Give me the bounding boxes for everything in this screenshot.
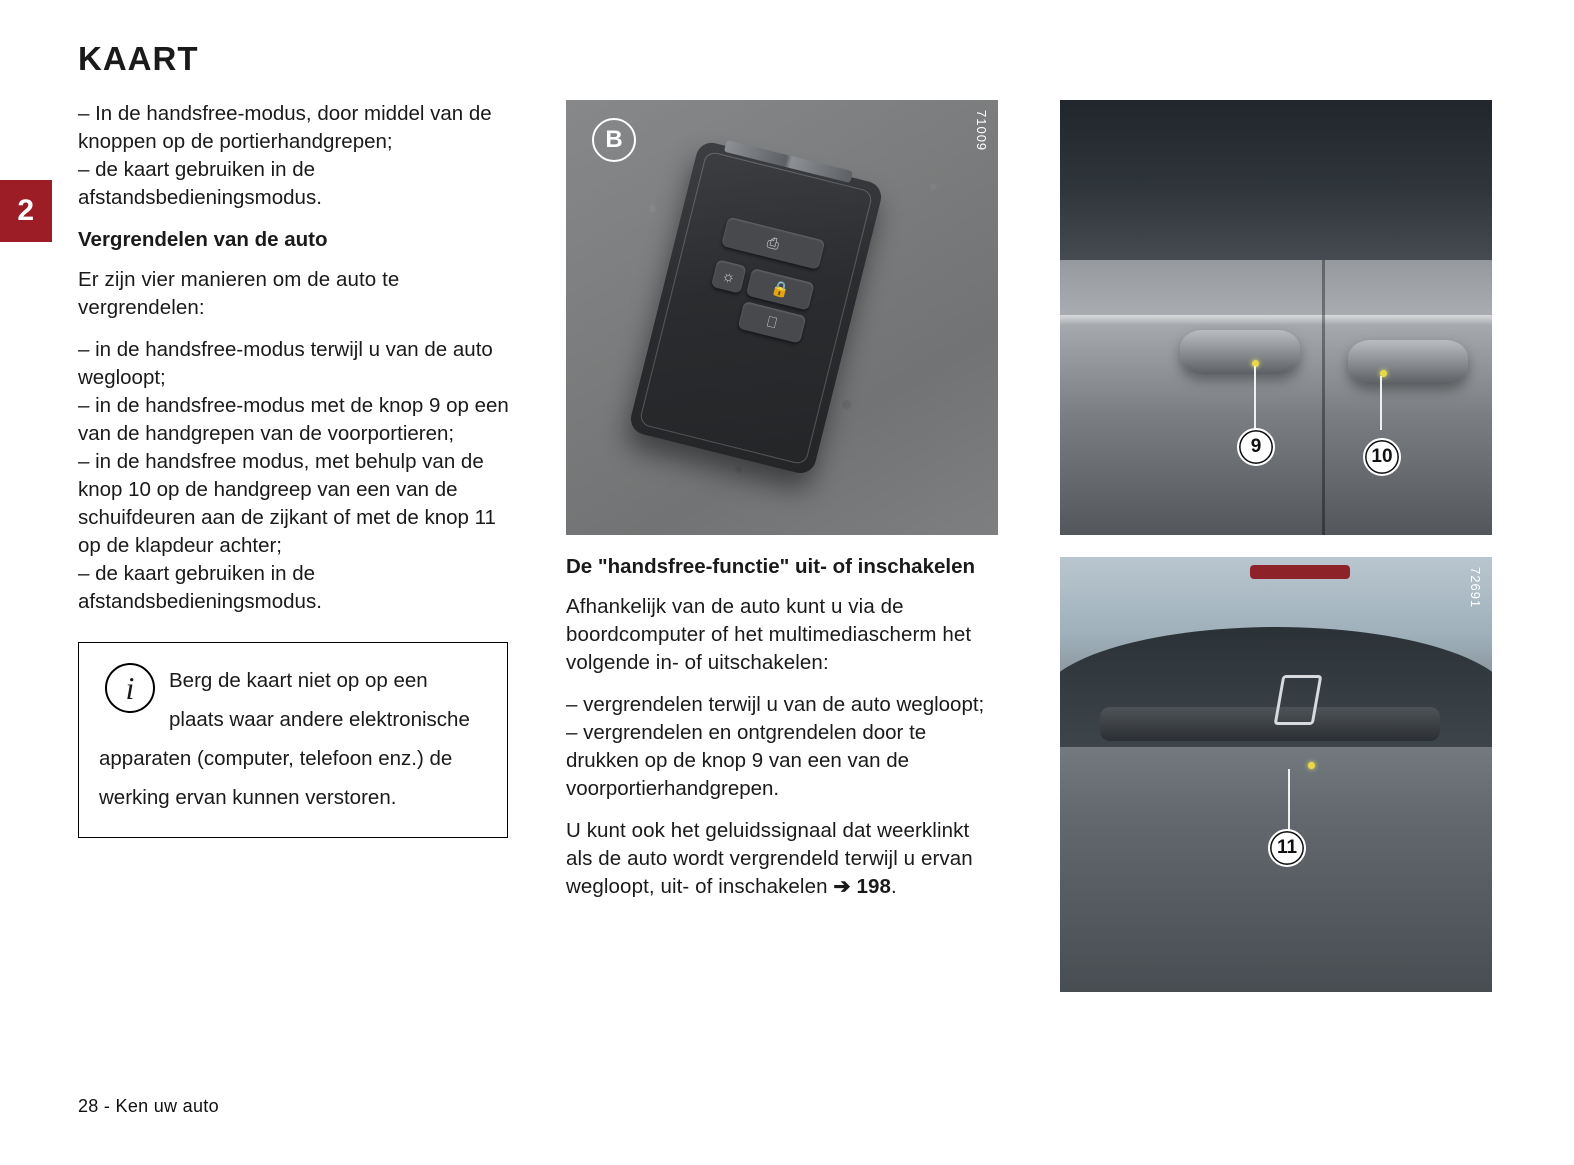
car-window <box>1060 100 1492 260</box>
door-seam <box>1322 260 1325 535</box>
body-crease-line <box>1060 315 1492 325</box>
page-reference: 198 <box>856 875 891 898</box>
brake-light <box>1250 565 1350 579</box>
lock-icon: 🔒 <box>746 268 815 311</box>
sound-signal-text: U kunt ook het geluidssignaal dat weerklinkt als de auto wordt vergrendeld terwijl u ervan wegloopt, uit- of inschakelen <box>566 819 973 898</box>
list-item: – in de handsfree modus, met behulp van de knop 10 op de handgreep van een van de schuifdeuren aan de zijkant of met de knop 11 op de klapdeur achter; <box>78 450 496 557</box>
key-card-top-edge <box>724 140 853 183</box>
list-item: – vergrendelen en ontgrendelen door te drukken op de knop 9 van een van de voorportierhandgrepen. <box>566 721 927 800</box>
lead-paragraph: Er zijn vier manieren om de auto te vergrendelen: <box>78 268 400 319</box>
list-item: – in de handsfree-modus terwijl u van de auto wegloopt; <box>78 338 493 389</box>
leader-line <box>1288 769 1290 833</box>
section-heading-lock-vehicle: Vergrendelen van de auto <box>78 228 328 251</box>
figure-code: 71009 <box>974 110 989 152</box>
figure-code: 72691 <box>1468 567 1483 609</box>
tailgate-led-11 <box>1308 762 1315 769</box>
leader-line <box>1380 376 1382 430</box>
column-middle <box>566 100 998 915</box>
column-right <box>1060 100 1492 992</box>
intro-list <box>78 100 518 212</box>
info-note-text: Berg de kaart niet op op een plaats waar andere elektronische apparaten (computer, telefoon enz.) de werking ervan kunnen verstoren. <box>99 669 470 809</box>
callout-10: 10 <box>1363 438 1401 476</box>
leader-line <box>1254 366 1256 430</box>
front-door-handle <box>1180 330 1300 374</box>
sound-signal-paragraph <box>566 817 998 901</box>
figure-door-handles <box>1060 100 1492 535</box>
handsfree-options-list <box>566 691 998 803</box>
list-item: – in de handsfree-modus met de knop 9 op een van de handgrepen van de voorportieren; <box>78 394 509 445</box>
lock-methods-list <box>78 336 518 616</box>
figure-tailgate <box>1060 557 1492 992</box>
chapter-number-tab: 2 <box>0 180 52 242</box>
list-item: – In de handsfree-modus, door middel van de knoppen op de portierhandgrepen; <box>78 102 492 153</box>
key-card <box>628 139 885 476</box>
list-item: – de kaart gebruiken in de afstandsbedieningsmodus. <box>78 158 322 209</box>
tailgate-trim-strip <box>1100 707 1440 741</box>
boot-open-icon: ⎕ <box>738 301 807 344</box>
sliding-door-handle <box>1348 340 1468 384</box>
figure-badge-b: B <box>592 118 636 162</box>
column-left <box>78 100 518 838</box>
page-footer: 28 - Ken uw auto <box>78 1096 219 1116</box>
unlock-icon: ⎙ <box>721 217 825 270</box>
callout-9: 9 <box>1237 428 1275 466</box>
figure-keycard <box>566 100 998 535</box>
sound-signal-text-end: . <box>890 875 897 898</box>
page-reference-arrow: ➔ <box>833 875 857 898</box>
section-heading-handsfree: De "handsfree-functie" uit- of inschakelen <box>566 555 976 578</box>
callout-11: 11 <box>1268 829 1306 867</box>
light-icon: ☼ <box>711 259 747 293</box>
page-title: KAART <box>78 40 199 77</box>
list-item: – vergrendelen terwijl u van de auto wegloopt; <box>566 693 985 716</box>
info-icon: i <box>105 663 155 713</box>
handsfree-paragraph: Afhankelijk van de auto kunt u via de boordcomputer of het multimediascherm het volgende in- of uitschakelen: <box>566 595 972 674</box>
info-note-box <box>78 642 508 838</box>
list-item: – de kaart gebruiken in de afstandsbedieningsmodus. <box>78 562 322 613</box>
